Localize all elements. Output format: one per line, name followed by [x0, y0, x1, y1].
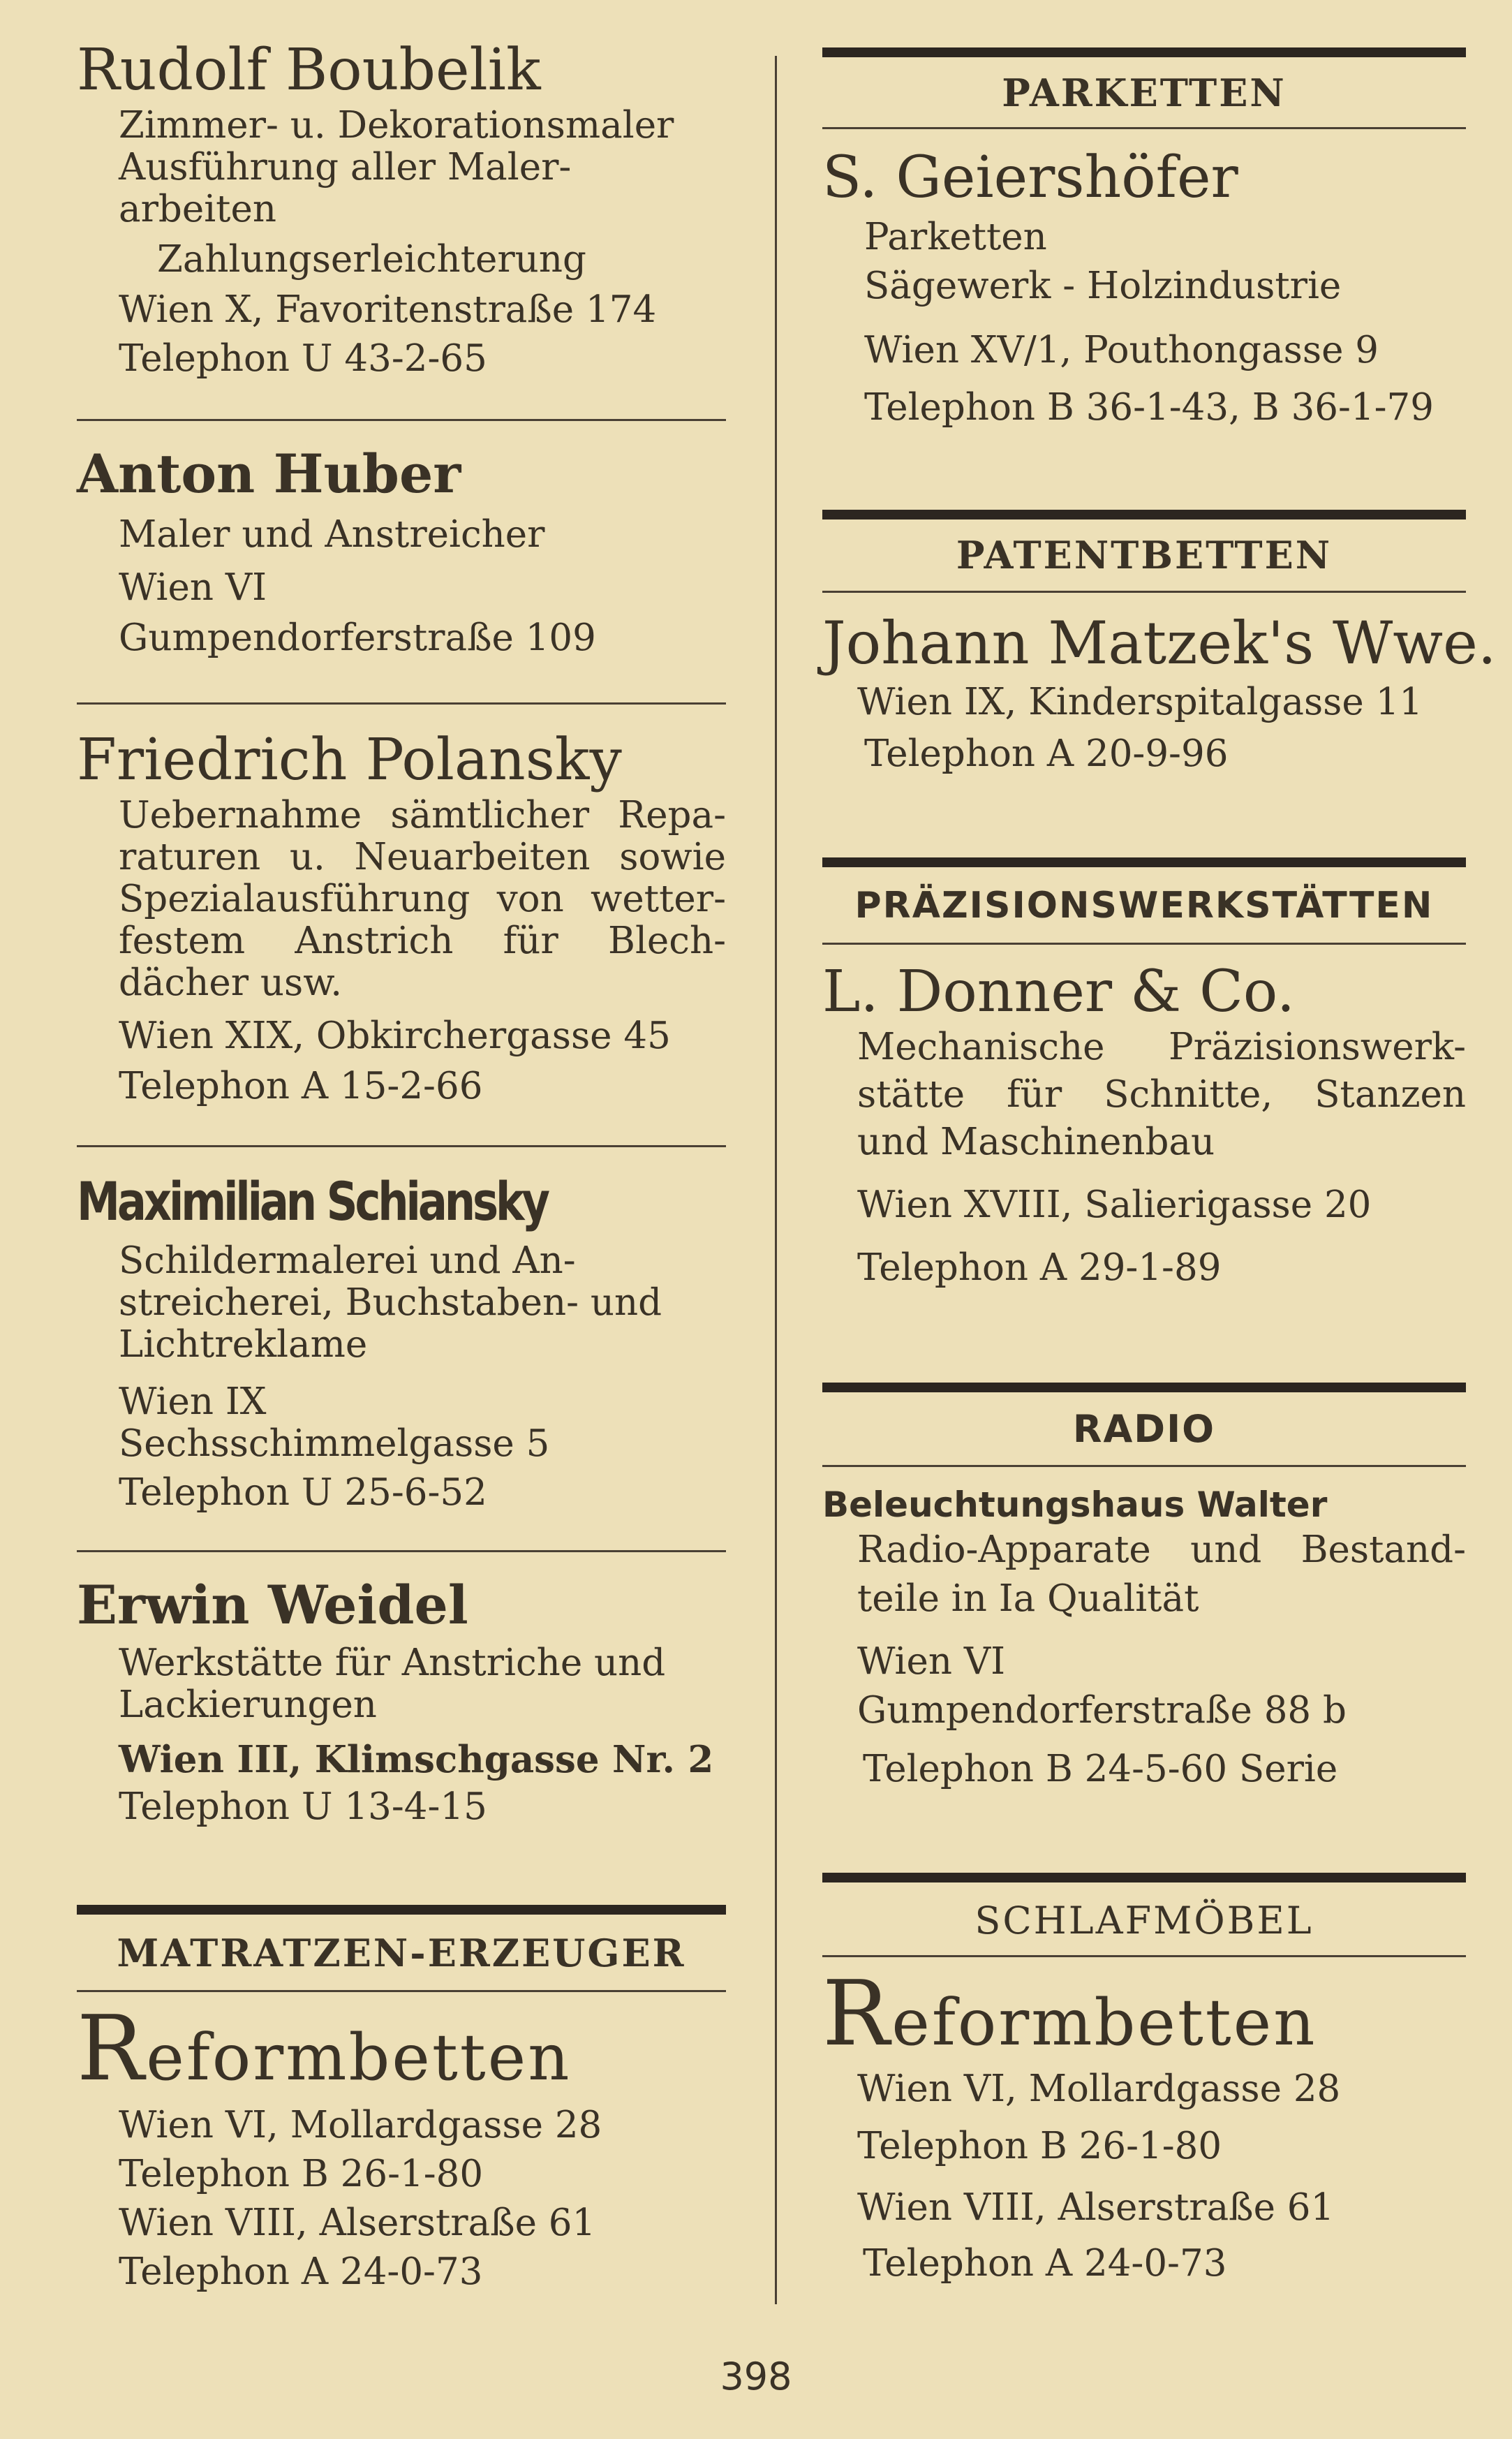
entry-phone: Telephon U 13-4-15 [119, 1785, 487, 1828]
entry-friedrich-polansky [77, 726, 726, 1107]
section-thin-rule [822, 943, 1466, 945]
entry-address: Wien VI, Mollardgasse 28 [857, 2068, 1341, 2110]
entry-phone: Telephon U 25-6-52 [119, 1471, 487, 1514]
entry-line: dächer usw. [119, 961, 343, 1004]
entry-donner [822, 958, 1466, 1289]
entry-address: Wien VIII, Alserstraße 61 [119, 2202, 596, 2244]
entry-address: Wien III, Klimschgasse Nr. 2 [119, 1738, 714, 1781]
entry-phone: Telephon B 36-1-43, B 36-1-79 [864, 386, 1434, 429]
entry-line: Lichtreklame [119, 1323, 368, 1366]
section-thin-rule [822, 1955, 1466, 1957]
entry-address: Wien XIX, Obkirchergasse 45 [119, 1015, 671, 1057]
section-heading-parketten: PARKETTEN [1002, 71, 1287, 115]
entry-line: Schildermalerei und An- [119, 1239, 576, 1282]
entry-address: Sechsschimmelgasse 5 [119, 1422, 550, 1465]
entry-line: Parketten [864, 216, 1047, 258]
entry-rudolf-boubelik [77, 36, 726, 380]
entry-name: Erwin Weidel [77, 1574, 468, 1636]
section-heading-matratzen: MATRATZEN-ERZEUGER [117, 1931, 686, 1975]
entry-reformbetten-left [77, 1997, 726, 2293]
section-thick-rule [822, 1873, 1466, 1882]
entry-line: streicherei, Buchstaben- und [119, 1281, 662, 1324]
entry-erwin-weidel [77, 1571, 726, 1828]
entry-address: Wien IX [119, 1380, 267, 1423]
entry-address: Wien XVIII, Salierigasse 20 [857, 1184, 1372, 1226]
entry-phone: Telephon B 24-5-60 Serie [863, 1748, 1338, 1790]
entry-phone: Telephon B 26-1-80 [119, 2153, 484, 2195]
entry-phone: Telephon A 24-0-73 [119, 2250, 483, 2293]
separator [77, 419, 726, 421]
section-heading-schlafmoebel: SCHLAFMÖBEL [974, 1899, 1314, 1943]
entry-name: S. Geiershöfer [822, 145, 1238, 211]
section-thin-rule [822, 1465, 1466, 1467]
separator [77, 1145, 726, 1147]
entry-line: Sägewerk - Holzindustrie [864, 265, 1342, 307]
entry-line: Spezialausführung von wetter- [119, 878, 726, 920]
entry-line: Maler und Anstreicher [119, 513, 545, 556]
entry-line: raturen u. Neuarbeiten sowie [119, 836, 726, 878]
entry-phone: Telephon B 26-1-80 [857, 2125, 1222, 2167]
section-thin-rule [822, 127, 1466, 129]
entry-name: Beleuchtungshaus Walter [822, 1484, 1328, 1525]
entry-address: Wien IX, Kinderspitalgasse 11 [857, 681, 1423, 723]
entry-maximilian-schiansky [77, 1167, 726, 1514]
entry-line: stätte für Schnitte, Stanzen [857, 1073, 1466, 1116]
section-thick-rule [822, 1383, 1466, 1392]
section-heading-patentbetten: PATENTBETTEN [956, 533, 1333, 577]
section-thick-rule [822, 510, 1466, 520]
entry-name-rest: eformbetten [146, 2020, 572, 2095]
entry-name: Anton Huber [77, 443, 461, 505]
entry-name [77, 1997, 726, 2101]
entry-phone: Telephon U 43-2-65 [119, 337, 487, 380]
entry-line: Zimmer- u. Dekorationsmaler [119, 104, 674, 147]
entry-address: Gumpendorferstraße 109 [119, 617, 596, 659]
entry-name: Johann Matzek's Wwe. [822, 609, 1497, 677]
entry-line: Zahlungserleichterung [157, 238, 586, 281]
entry-address: Wien VI [857, 1640, 1006, 1683]
entry-beleuchtungshaus-walter [822, 1480, 1466, 1790]
entry-name-initial: R [77, 1997, 147, 2101]
section-thick-rule [77, 1905, 726, 1915]
entry-name: L. Donner & Co. [822, 959, 1295, 1025]
entry-geiershoefer [822, 144, 1466, 429]
entry-line: arbeiten [119, 188, 276, 230]
entry-phone: Telephon A 15-2-66 [119, 1065, 483, 1107]
column-divider [775, 56, 777, 2304]
entry-address: Gumpendorferstraße 88 b [857, 1689, 1347, 1732]
entry-name: Friedrich Polansky [77, 727, 622, 793]
entry-address: Wien VI, Mollardgasse 28 [119, 2104, 602, 2146]
entry-address: Wien VIII, Alserstraße 61 [857, 2186, 1335, 2229]
entry-line: Ausführung aller Maler- [119, 146, 572, 189]
entry-line: Uebernahme sämtlicher Repa- [119, 794, 726, 837]
entry-phone: Telephon A 24-0-73 [863, 2242, 1227, 2285]
entry-line: teile in Ia Qualität [857, 1577, 1199, 1620]
page-number: 398 [720, 2355, 792, 2399]
section-heading-praezision: PRÄZISIONSWERKSTÄTTEN [854, 885, 1434, 927]
section-thin-rule [77, 1990, 726, 1992]
separator [77, 1550, 726, 1552]
entry-anton-huber [77, 440, 726, 659]
entry-name-rest: eformbetten [891, 1985, 1317, 2060]
entry-line: festem Anstrich für Blech- [119, 920, 726, 962]
entry-name [822, 1962, 1466, 2066]
section-thin-rule [822, 591, 1466, 593]
entry-name: Maximilian Schiansky [77, 1170, 547, 1232]
entry-address: Wien VI [119, 566, 267, 609]
entry-address: Wien XV/1, Pouthongasse 9 [864, 329, 1379, 371]
entry-phone: Telephon A 29-1-89 [857, 1246, 1222, 1289]
entry-line: Lackierungen [119, 1683, 377, 1726]
entry-name-initial: R [822, 1962, 892, 2066]
entry-reformbetten-right [822, 1962, 1466, 2285]
entry-phone: Telephon A 20-9-96 [864, 732, 1229, 775]
entry-matzek [822, 609, 1497, 775]
entry-line: und Maschinenbau [857, 1121, 1215, 1163]
section-heading-radio: RADIO [1072, 1407, 1216, 1451]
separator [77, 702, 726, 705]
section-thick-rule [822, 857, 1466, 867]
entry-address: Wien X, Favoritenstraße 174 [119, 288, 657, 331]
entry-name: Rudolf Boubelik [77, 37, 541, 103]
entry-line: Radio-Apparate und Bestand- [857, 1528, 1466, 1571]
entry-line: Mechanische Präzisionswerk- [857, 1026, 1466, 1068]
entry-line: Werkstätte für Anstriche und [119, 1642, 666, 1684]
section-thick-rule [822, 47, 1466, 57]
